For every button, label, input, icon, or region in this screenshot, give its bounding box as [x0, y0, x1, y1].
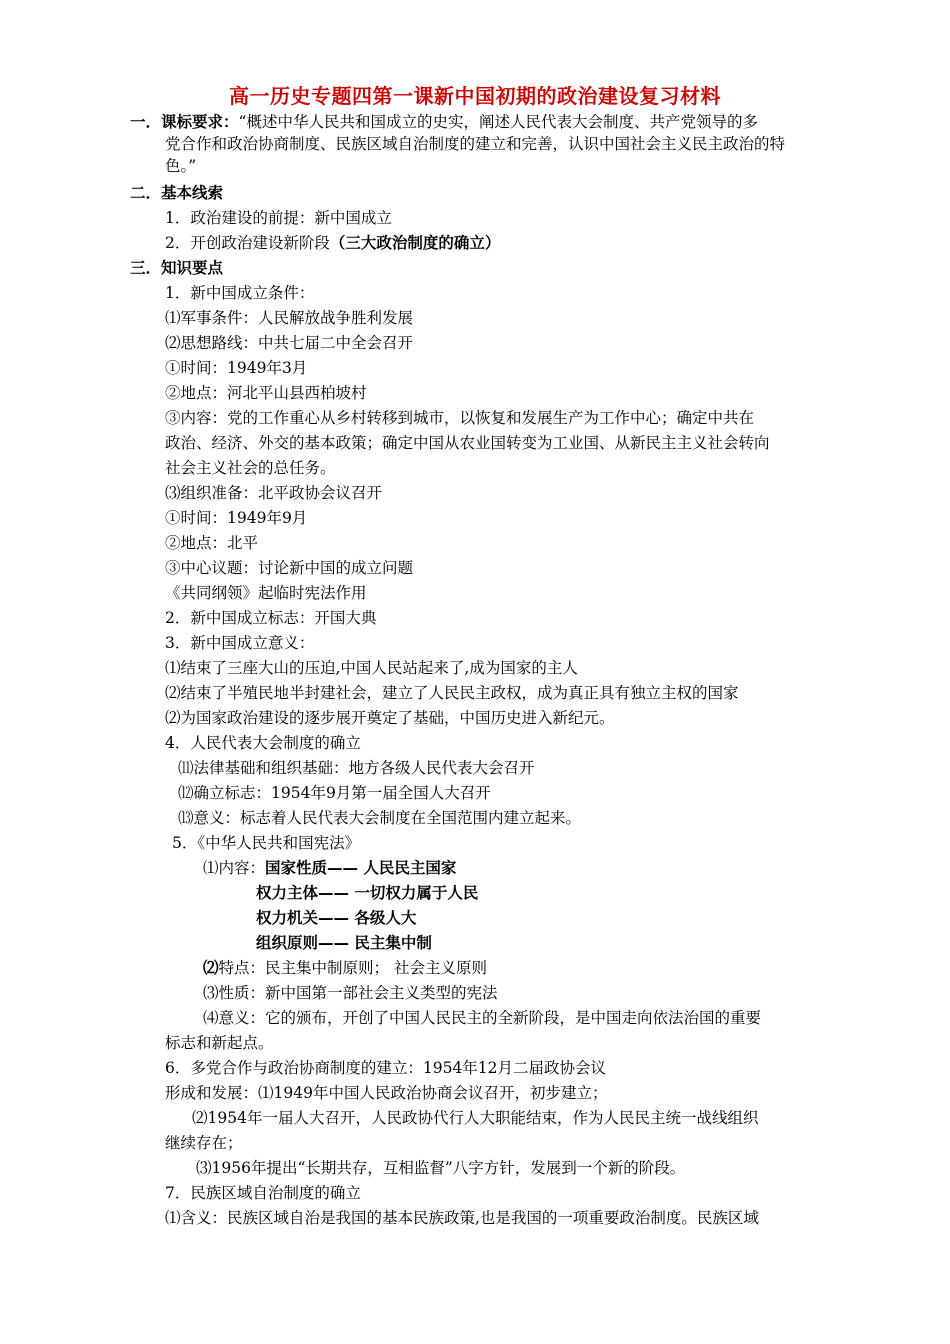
knowledge-line: 1．新中国成立条件： — [165, 284, 315, 302]
section1-text-line3: 色。” — [165, 157, 197, 175]
knowledge-line: ⑶组织准备：北平政协会议召开 — [165, 484, 383, 502]
knowledge-line: 4．人民代表大会制度的确立 — [165, 734, 361, 752]
section2-item2-bold: （三大政治制度的确立） — [329, 234, 501, 252]
constitution-content-label: ⑴内容： — [203, 859, 266, 877]
knowledge-line: ⒀意义：标志着人民代表大会制度在全国范围内建立起来。 — [178, 809, 582, 827]
knowledge-line: ①时间：1949年3月 — [165, 359, 308, 377]
knowledge-line: ⑴军事条件：人民解放战争胜利发展 — [165, 309, 414, 327]
constitution-row: 权力主体—— 一切权力属于人民 — [256, 884, 479, 902]
section2-heading: 二．基本线索 — [130, 184, 224, 202]
knowledge-line: ③中心议题：讨论新中国的成立问题 — [165, 559, 414, 577]
section1-text-line1: “概述中华人民共和国成立的史实，阐述人民代表大会制度、共产党领导的多 — [238, 113, 758, 131]
section2-item2 — [165, 231, 500, 255]
section1-heading: 一．课标要求： — [130, 113, 239, 131]
constitution-row: 组织原则—— 民主集中制 — [256, 934, 432, 952]
knowledge-line: ⑵结束了半殖民地半封建社会，建立了人民民主政权，成为真正具有独立主权的国家 — [165, 684, 739, 702]
constitution-nature: ⑶性质：新中国第一部社会主义类型的宪法 — [203, 984, 498, 1002]
section1-row — [130, 110, 758, 134]
section1-text-line2: 党合作和政治协商制度、民族区域自治制度的建立和完善，认识中国社会主义民主政治的特 — [165, 135, 786, 153]
knowledge-line: 7．民族区域自治制度的确立 — [165, 1184, 361, 1202]
knowledge-line: ⑴含义：民族区域自治是我国的基本民族政策,也是我国的一项重要政治制度。民族区域 — [165, 1209, 759, 1227]
knowledge-line: ⑵1954年一届人大召开，人民政协代行人大职能结束，作为人民民主统一战线组织 — [192, 1109, 759, 1127]
knowledge-line: 社会主义社会的总任务。 — [165, 459, 336, 477]
knowledge-line: ⑾法律基础和组织基础：地方各级人民代表大会召开 — [178, 759, 535, 777]
knowledge-line: 形成和发展：⑴1949年中国人民政治协商会议召开，初步建立； — [165, 1084, 608, 1102]
document-title: 高一历史专题四第一课新中国初期的政治建设复习材料 — [229, 84, 721, 108]
constitution-feature-num: ⑵ — [203, 959, 219, 977]
knowledge-line: 2．新中国成立标志：开国大典 — [165, 609, 377, 627]
knowledge-line: ②地点：河北平山县西柏坡村 — [165, 384, 367, 402]
constitution-feature — [203, 956, 487, 980]
knowledge-line: ⑵为国家政治建设的逐步展开奠定了基础，中国历史进入新纪元。 — [165, 709, 615, 727]
constitution-content — [203, 856, 456, 880]
constitution-row: 权力机关—— 各级人大 — [256, 909, 417, 927]
knowledge-line: ②地点：北平 — [165, 534, 259, 552]
constitution-meaning-line2: 标志和新起点。 — [165, 1034, 274, 1052]
section2-item2-prefix: 2．开创政治建设新阶段 — [165, 234, 330, 252]
knowledge-line: ⑴结束了三座大山的压迫,中国人民站起来了,成为国家的主人 — [165, 659, 578, 677]
knowledge-line: 政治、经济、外交的基本政策；确定中国从农业国转变为工业国、从新民主主义社会转向 — [165, 434, 770, 452]
knowledge-line: 继续存在； — [165, 1134, 243, 1152]
constitution-meaning-line1: ⑷意义：它的颁布，开创了中国人民民主的全新阶段，是中国走向依法治国的重要 — [203, 1009, 762, 1027]
section2-item1: 1．政治建设的前提：新中国成立 — [165, 209, 392, 227]
knowledge-line: ⑵思想路线：中共七届二中全会召开 — [165, 334, 414, 352]
knowledge-line: ③内容：党的工作重心从乡村转移到城市，以恢复和发展生产为工作中心；确定中共在 — [165, 409, 755, 427]
knowledge-line: ⑶1956年提出“长期共存，互相监督”八字方针，发展到一个新的阶段。 — [196, 1159, 686, 1177]
knowledge-line: 5．《中华人民共和国宪法》 — [172, 834, 361, 852]
knowledge-line: 6．多党合作与政治协商制度的建立：1954年12月二届政协会议 — [165, 1059, 607, 1077]
constitution-feature-text: 特点：民主集中制原则； 社会主义原则 — [218, 959, 487, 977]
knowledge-line: 《共同纲领》起临时宪法作用 — [165, 584, 367, 602]
constitution-row: 国家性质—— 人民民主国家 — [265, 859, 457, 877]
section3-heading: 三．知识要点 — [130, 259, 224, 277]
knowledge-line: ①时间：1949年9月 — [165, 509, 308, 527]
knowledge-line: 3．新中国成立意义： — [165, 634, 315, 652]
knowledge-line: ⑿确立标志：1954年9月第一届全国人大召开 — [178, 784, 491, 802]
